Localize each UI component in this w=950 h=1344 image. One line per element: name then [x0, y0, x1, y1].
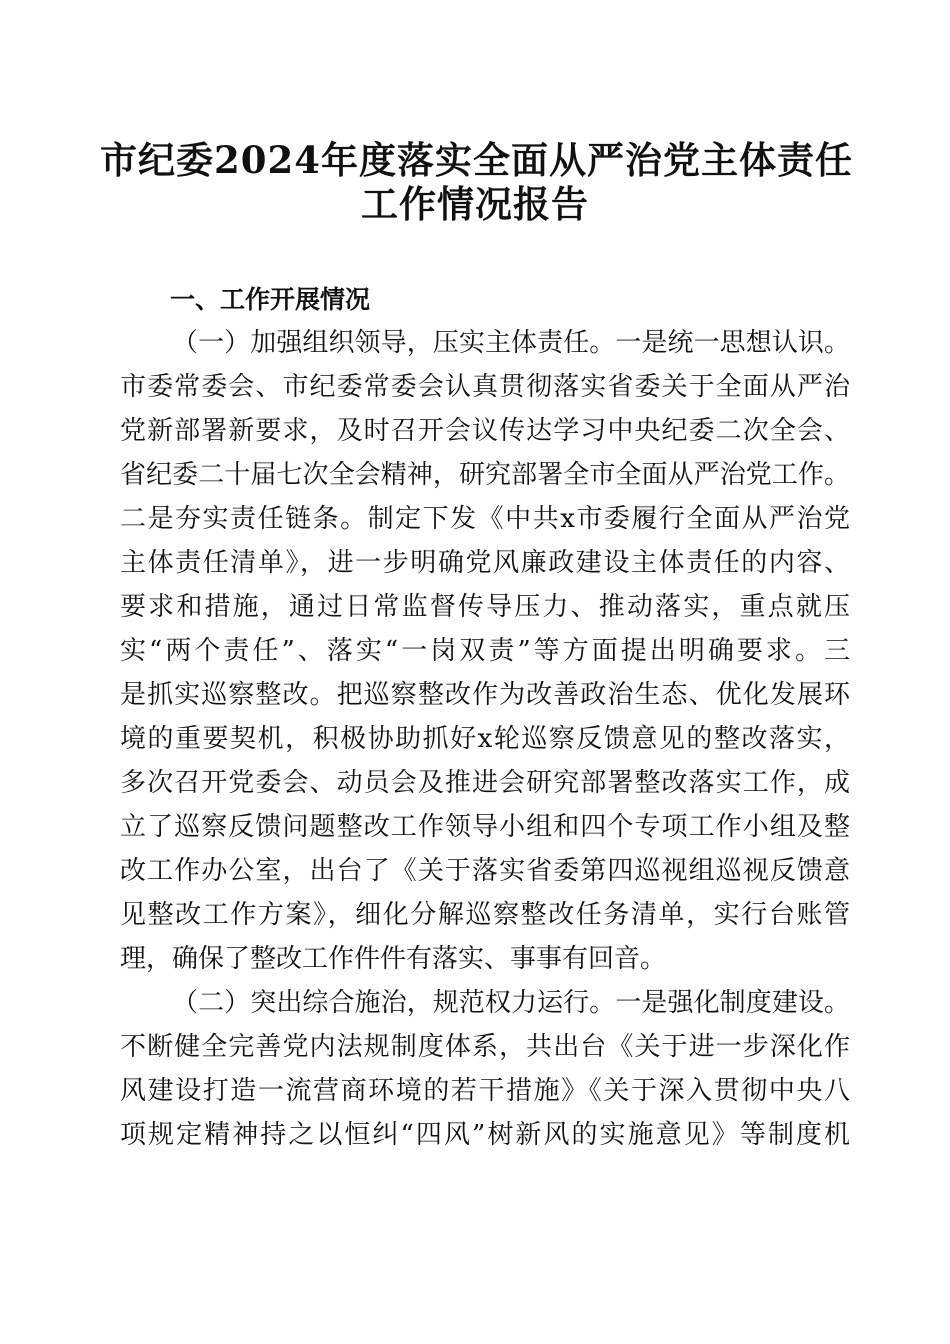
- body-line: 党新部署新要求，及时召开会议传达学习中央纪委二次全会、: [120, 416, 850, 446]
- body-line: 主体责任清单》，进一步明确党风廉政建设主体责任的内容、: [120, 548, 850, 578]
- body-line: （一）加强组织领导，压实主体责任。一是统一思想认识。: [172, 328, 850, 358]
- body-line: 要求和措施，通过日常监督传导压力、推动落实，重点就压: [120, 592, 850, 622]
- body-line: 多次召开党委会、动员会及推进会研究部署整改落实工作，成: [120, 768, 850, 798]
- document-title-line-2: 工作情况报告: [361, 182, 589, 226]
- body-line: 理，确保了整改工作件件有落实、事事有回音。: [120, 944, 667, 974]
- section-heading: 一、工作开展情况: [170, 285, 371, 314]
- body-line: 项规定精神持之以恒纠“四风”树新风的实施意见》等制度机: [120, 1120, 850, 1150]
- body-line: 见整改工作方案》，细化分解巡察整改任务清单，实行台账管: [120, 900, 850, 930]
- body-line: 是抓实巡察整改。把巡察整改作为改善政治生态、优化发展环: [120, 680, 850, 710]
- body-line: （二）突出综合施治，规范权力运行。一是强化制度建设。: [172, 988, 850, 1018]
- body-line: 改工作办公室，出台了《关于落实省委第四巡视组巡视反馈意: [120, 856, 850, 886]
- body-line: 立了巡察反馈问题整改工作领导小组和四个专项工作小组及整: [120, 812, 850, 842]
- body-line: 市委常委会、市纪委常委会认真贯彻落实省委关于全面从严治: [120, 372, 850, 402]
- body-line: 省纪委二十届七次全会精神，研究部署全市全面从严治党工作。: [120, 460, 850, 490]
- body-line: 二是夯实责任链条。制定下发《中共x市委履行全面从严治党: [120, 504, 850, 534]
- body-line: 风建设打造一流营商环境的若干措施》《关于深入贯彻中央八: [120, 1076, 850, 1106]
- body-line: 实“两个责任”、落实“一岗双责”等方面提出明确要求。三: [120, 636, 850, 666]
- body-line: 不断健全完善党内法规制度体系，共出台《关于进一步深化作: [120, 1032, 850, 1062]
- body-line: 境的重要契机，积极协助抓好x轮巡察反馈意见的整改落实，: [120, 724, 850, 754]
- document-title-line-1: 市纪委2024年度落实全面从严治党主体责任: [100, 138, 853, 182]
